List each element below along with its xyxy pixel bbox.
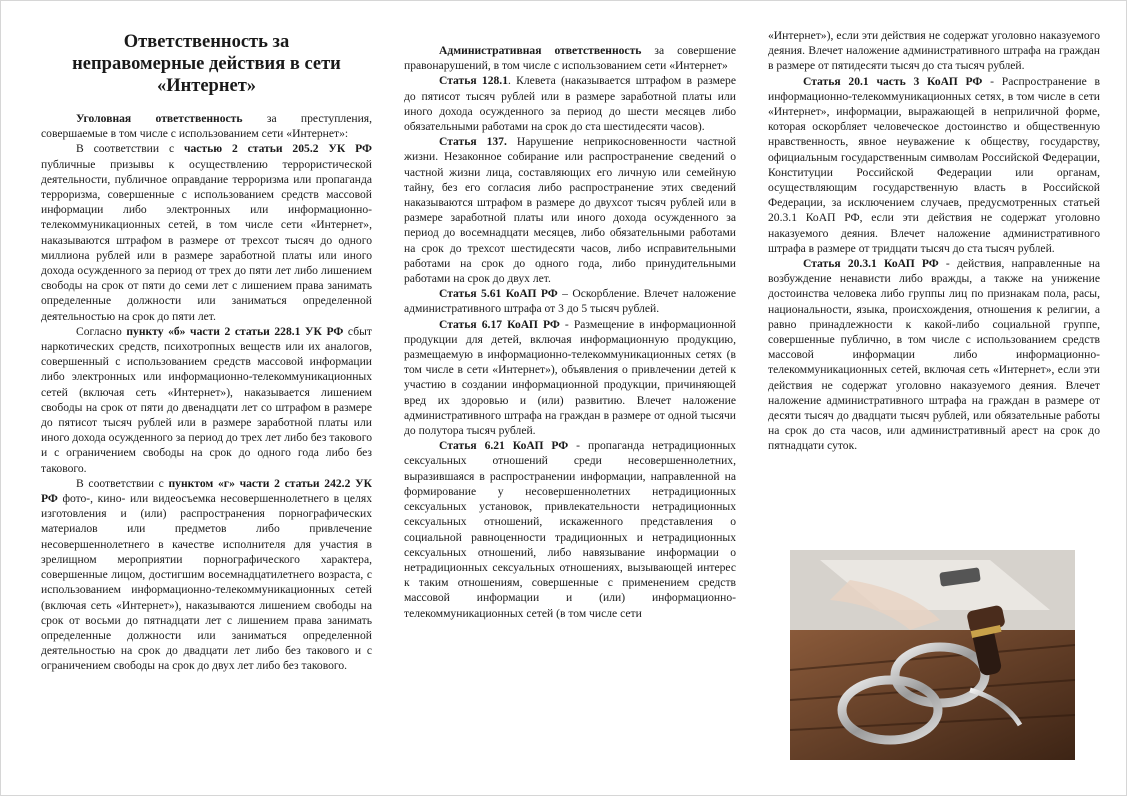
article-ref: Статья 137. bbox=[439, 135, 507, 149]
article-ref: пункту «б» части 2 статьи 228.1 УК РФ bbox=[126, 324, 344, 338]
page-title bbox=[41, 31, 372, 97]
paragraph-text: - пропаганда нетрадиционных сексуальных отношений среди несовершеннолетних, выразившаяся в распространении информации, направленной на формирование у несовершеннолетних нетрадиционных сексуальных установок, привлекательности нетрадиционных сексуальных отношений, искаженного представления о социальной равноценности традиционных и нетрадиционных сексуальных отношений, либо навязывание информации о нетрадиционных сексуальных отношениях, вызывающей интерес к таким отношениям, совершенные с применением средств массовой информации и (или) информационно-телекоммуникационных сетей (в том числе сети bbox=[404, 439, 736, 620]
paragraph-text: – Оскорбление. Влечет наложение административного штрафа от 3 до 5 тысяч рублей. bbox=[404, 287, 736, 316]
title-line-3: «Интернет» bbox=[156, 76, 257, 96]
paragraph-text: публичные призывы к осуществлению террористической деятельности, публичное оправдание терроризма или пропаганда терроризма, совершенные с использованием средств массовой информации либо электронных или информационно-телекоммуникационных сетей, в том числе сети «Интернет», наказываются штрафом в размере от трехсот тысяч до одного миллиона рублей или в размере заработной платы или иного дохода осужденного за период от трех до пяти лет либо лишением свободы на срок от пяти до семи лет с лишением права занимать определенные должности или заниматься определенной деятельностью на срок до пяти лет. bbox=[41, 157, 372, 323]
title-line-1: Ответственность за bbox=[123, 32, 290, 52]
paragraph-criminal-intro bbox=[41, 111, 372, 141]
paragraph-text: за совершение правонарушений, в том числе с использованием сети «Интернет» bbox=[404, 44, 736, 73]
article-ref: Статья 128.1 bbox=[439, 74, 508, 88]
article-ref: Статья 6.21 КоАП РФ bbox=[439, 439, 569, 453]
paragraph-6-17 bbox=[404, 317, 736, 439]
paragraph-text: сбыт наркотических средств, психотропных веществ или их аналогов, совершенный с использованием средств массовой информации либо электронных или информационно-телекоммуникационных сетей (включая сеть «Интернет»), наказывается лишением свободы на срок от пяти до двенадцати лет со штрафом в размере до пятисот тысяч рублей или в размере заработной платы или иного дохода осужденного за период до трех лет либо без такового и с ограничением свободы на срок до одного года либо без такового. bbox=[41, 324, 372, 475]
article-ref: Статья 20.1 часть 3 КоАП РФ bbox=[803, 74, 983, 88]
paragraph-6-21 bbox=[404, 438, 736, 620]
column-middle bbox=[404, 43, 736, 621]
gavel-handcuffs-photo bbox=[790, 550, 1075, 760]
paragraph-text: - действия, направленные на возбуждение ненависти либо вражды, а также на унижение достоинства человека либо группы лиц по признакам пола, расы, национальности, языка, происхождения, отношения к религии, а равно принадлежности к какой-либо социальной группе, совершенные публично, в том числе с использованием средств массовой информации либо информационно-телекоммуникационных сетей, включая сеть «Интернет», если эти действия не содержат уголовно наказуемого деяния. Влечет наложение административного штрафа на граждан в размере от десяти тысяч до двадцати тысяч рублей, или обязательные работы на срок до ста часов, или административный арест на срок до пятнадцати суток. bbox=[768, 257, 1100, 453]
paragraph-text: Нарушение неприкосновенности частной жизни. Незаконное собирание или распространение сведений о частной жизни лица, составляющих его личную или семейную тайну, без его согласия либо распространение этих сведений наказываются штрафом в размере до двухсот тысяч рублей или в размере заработной платы или иного дохода осужденного за период до восемнадцати месяцев, либо обязательными работами на срок до трехсот шестидесяти часов, либо исправительными работами на срок до одного года, либо принудительными работами на срок до двух лет. bbox=[404, 135, 736, 286]
paragraph-continuation: «Интернет»), если эти действия не содержат уголовно наказуемого деяния. Влечет наложение административного штрафа на граждан в размере от пятидесяти тысяч до ста тысяч рублей. bbox=[768, 29, 1100, 73]
column-left bbox=[41, 31, 372, 674]
title-line-2: неправомерные действия в сети bbox=[72, 54, 341, 74]
paragraph-admin-intro bbox=[404, 43, 736, 73]
paragraph-text: - Распространение в информационно-телекоммуникационных сетях, в том числе в сети «Интернет», информации, выражающей в неприличной форме, которая оскорбляет человеческое достоинство и общественную нравственность, явное неуважение к обществу, государству, официальным государственным символам Российской Федерации, Конституции Российской Федерации или органам, осуществляющим государственную власть в Российской Федерации, за исключением случаев, предусмотренных статьей 20.3.1 КоАП РФ, если эти действия не содержат уголовно наказуемого деяния. Влечет наложение административного штрафа в размере от тридцати тысяч до ста тысяч рублей. bbox=[768, 74, 1100, 255]
paragraph-205-2 bbox=[41, 141, 372, 323]
paragraph-228-1 bbox=[41, 324, 372, 476]
paragraph-242-2 bbox=[41, 476, 372, 674]
article-ref: частью 2 статьи 205.2 УК РФ bbox=[183, 142, 372, 156]
paragraph-20-3-1 bbox=[768, 256, 1100, 454]
paragraph-20-1 bbox=[768, 74, 1100, 256]
paragraph-128-1 bbox=[404, 73, 736, 134]
paragraph-text: Согласно bbox=[76, 324, 127, 338]
paragraph-text: . Клевета (наказывается штрафом в размере до пятисот тысяч рублей или в размере заработной платы или иного дохода осужденного за период до шести месяцев либо обязательными работами на срок до ста шестидесяти часов). bbox=[404, 74, 736, 134]
heading-criminal: Уголовная ответственность bbox=[76, 112, 243, 125]
paragraph-text: фото-, кино- или видеосъемка несовершеннолетнего в целях изготовления и (или) распространения порнографических материалов или предметов либо привлечение несовершеннолетнего в качестве исполнителя для участия в зрелищном мероприятии порнографического характера, совершенные лицом, достигшим восемнадцатилетнего возраста, с использованием информационно-телекоммуникационных сетей (включая сеть «Интернет»), наказываются лишением свободы на срок от восьми до пятнадцати лет с лишением права занимать определенные должности или заниматься определенной деятельностью на срок до двадцати лет либо без такового и с ограничением свободы на срок до двух лет либо без такового. bbox=[41, 492, 372, 673]
article-ref: Статья 20.3.1 КоАП РФ bbox=[803, 257, 939, 271]
article-ref: Статья 5.61 КоАП РФ bbox=[439, 287, 558, 301]
heading-administrative: Административная ответственность bbox=[439, 44, 642, 57]
paragraph-137 bbox=[404, 134, 736, 286]
paragraph-text: за преступления, совершаемые в том числе с использованием сети «Интернет»: bbox=[41, 112, 373, 141]
paragraph-text: В соответствии с bbox=[76, 142, 184, 156]
photo-illustration bbox=[790, 550, 1075, 760]
paragraph-text: В соответствии с bbox=[76, 476, 169, 490]
paragraph-text: - Размещение в информационной продукции для детей, включая информационную продукцию, размещаемую в информационно-телекоммуникационных сетях (в том числе в сети «Интернет»), объявления о привлечении детей к участию в создании информационной продукции, причиняющей вред их здоровью и (или) развитию. Влечет наложение административного штрафа на граждан в размере от одной тысячи до полутора тысяч рублей. bbox=[404, 317, 736, 438]
column-right bbox=[768, 28, 1100, 454]
article-ref: пунктом «г» части 2 статьи 242.2 УК РФ bbox=[41, 476, 372, 506]
paragraph-5-61 bbox=[404, 286, 736, 316]
article-ref: Статья 6.17 КоАП РФ bbox=[439, 317, 560, 331]
